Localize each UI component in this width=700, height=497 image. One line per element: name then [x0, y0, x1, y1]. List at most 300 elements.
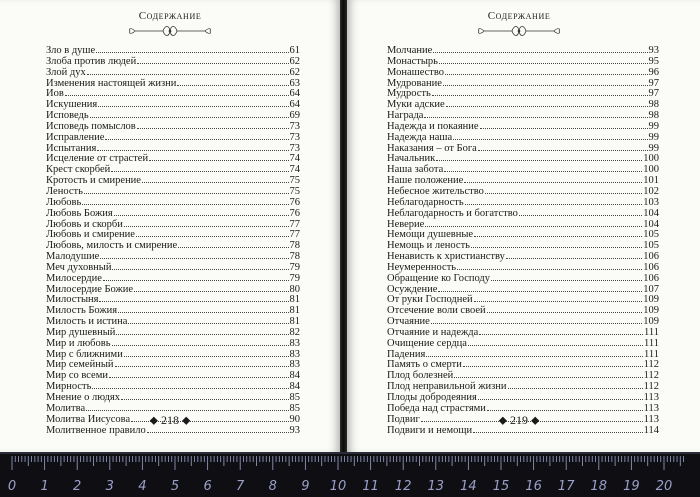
toc-entry-title: Милостыня: [46, 294, 99, 306]
toc-entry-page: 69: [289, 110, 300, 122]
toc-entry: [46, 164, 300, 175]
toc-entry-page: 85: [289, 402, 300, 414]
toc-entry-title: Малодушие: [46, 251, 100, 263]
toc-entry: [387, 262, 659, 273]
toc-entry: [387, 219, 659, 230]
dot-leader: [137, 56, 288, 64]
toc-entry-title: Надежда и покаяние: [387, 120, 479, 132]
toc-entry-title: Монашество: [387, 66, 444, 78]
dot-leader: [471, 240, 642, 248]
toc-entry-title: Немощи душевные: [387, 229, 474, 241]
dot-leader: [468, 338, 643, 346]
book-gutter: [340, 0, 347, 452]
toc-entry-page: 83: [289, 348, 300, 360]
toc-entry: [387, 78, 659, 89]
toc-entry: [387, 294, 659, 305]
toc-entry-title: Отсечение воли своей: [387, 305, 486, 317]
toc-entry: [46, 99, 300, 110]
toc-entry: [387, 121, 659, 132]
toc-entry-title: Исповедь помыслов: [46, 120, 136, 132]
ruler-label: 12: [394, 479, 412, 494]
toc-entry-page: 98: [648, 99, 659, 111]
toc-entry-page: 105: [643, 229, 659, 241]
ruler-label: 4: [138, 479, 147, 494]
toc-entry: [46, 121, 300, 132]
right-page: [347, 0, 700, 452]
toc-entry-page: 97: [648, 77, 659, 89]
dot-leader: [114, 208, 289, 216]
toc-entry-page: 64: [289, 99, 300, 111]
toc-entry: [46, 316, 300, 327]
toc-entry-title: Любовь Божия: [46, 207, 113, 219]
toc-entry: [46, 381, 300, 392]
toc-entry-title: Любовь: [46, 196, 82, 208]
toc-entry-title: Подвиги и немощи: [387, 424, 473, 436]
toc-entry: [46, 305, 300, 316]
toc-entry: [387, 164, 659, 175]
ruler-label: 18: [590, 479, 608, 494]
toc-entry-title: Мир со всеми: [46, 370, 108, 382]
toc-entry-page: 83: [289, 359, 300, 371]
toc-entry-title: Осуждение: [387, 283, 438, 295]
toc-entry-page: 74: [289, 164, 300, 176]
dot-leader: [136, 229, 289, 237]
toc-entry-page: 76: [289, 207, 300, 219]
toc-entry: [46, 110, 300, 121]
toc-entry-title: Испытания: [46, 142, 97, 154]
toc-entry: [46, 45, 300, 56]
toc-entry-page: 77: [289, 218, 300, 230]
dot-leader: [478, 143, 648, 151]
toc-entry-title: Мир семейный: [46, 359, 114, 371]
dot-leader: [96, 45, 288, 53]
dot-leader: [474, 229, 642, 237]
dot-leader: [116, 327, 288, 335]
toc-entry: [46, 67, 300, 78]
toc-entry-title: Исцеление от страстей: [46, 153, 149, 165]
toc-entry: [387, 381, 659, 392]
toc-entry-page: 75: [289, 175, 300, 187]
toc-entry-title: Изменения настоящей жизни: [46, 77, 177, 89]
toc-entry-page: 85: [289, 392, 300, 403]
toc-entry-page: 74: [289, 153, 300, 165]
toc-entry: [387, 132, 659, 143]
toc-entry-title: Обращение ко Господу: [387, 272, 491, 284]
dot-leader: [111, 164, 288, 172]
ruler-label: 20: [655, 479, 673, 494]
ruler-label: 5: [170, 479, 180, 494]
diamond-right-icon: ⬥: [531, 413, 540, 427]
toc-entry-page: 100: [643, 153, 659, 165]
ruler-label: 19: [623, 479, 640, 494]
toc-entry-title: Награда: [387, 110, 424, 122]
toc-entry: [46, 294, 300, 305]
toc-entry-title: Молитва: [46, 402, 86, 414]
toc-entry-title: Мир с ближними: [46, 348, 123, 360]
toc-entry-title: Кротость и смирение: [46, 175, 141, 187]
toc-entry-page: 64: [289, 88, 300, 100]
toc-entry-page: 73: [289, 142, 300, 154]
toc-entry-title: Мнение о людях: [46, 392, 120, 403]
toc-entry: [387, 370, 659, 381]
toc-entry: [387, 88, 659, 99]
toc-entry-title: Начальник: [387, 153, 436, 165]
toc-entry: [387, 273, 659, 284]
toc-entry: [46, 143, 300, 154]
toc-entry: [46, 132, 300, 143]
toc-entry-page: 112: [643, 381, 659, 393]
toc-entry-title: Отчаяние и надежда: [387, 326, 479, 338]
toc-entry-title: Память о смерти: [387, 359, 462, 371]
toc-entry-page: 99: [648, 120, 659, 132]
dot-leader: [98, 99, 288, 107]
dot-leader: [506, 251, 642, 259]
toc-entry-page: 109: [643, 305, 659, 317]
toc-entry: [387, 143, 659, 154]
ruler-label: 9: [301, 479, 310, 494]
toc-entry-page: 84: [289, 370, 300, 382]
dot-leader: [105, 132, 288, 140]
toc-entry-title: Наше положение: [387, 175, 464, 187]
toc-entry-title: Неблагодарность: [387, 196, 464, 208]
toc-entry: [387, 327, 659, 338]
dot-leader: [485, 186, 642, 194]
ruler-label: 0: [7, 479, 17, 494]
ruler-label: 14: [460, 479, 477, 494]
ruler-label: 3: [105, 479, 114, 494]
toc-entry: [46, 175, 300, 186]
dot-leader: [438, 284, 642, 292]
running-head: Содержание: [138, 10, 202, 22]
dot-leader: [453, 132, 647, 140]
toc-entry-title: Наказания – от Бога: [387, 142, 477, 154]
dot-leader: [439, 56, 648, 64]
toc-entry-page: 103: [643, 196, 659, 208]
toc-entry: [46, 197, 300, 208]
toc-entry-page: 77: [289, 229, 300, 241]
toc-entry-page: 82: [289, 326, 300, 338]
toc-entry-title: Надежда наша: [387, 131, 453, 143]
toc-entry: [387, 305, 659, 316]
page-number-value: 218: [161, 413, 179, 427]
toc-entry: [387, 67, 659, 78]
toc-entry-page: 98: [648, 110, 659, 122]
toc-entry-page: 106: [643, 261, 659, 273]
dot-leader: [487, 305, 643, 313]
toc-entry-title: Отчаяние: [387, 316, 430, 328]
toc-entry-title: Очищение сердца: [387, 337, 467, 349]
toc-entry-title: Исповедь: [46, 110, 89, 122]
toc-entry-title: Мирность: [46, 381, 92, 393]
toc-entry-page: 114: [643, 424, 659, 436]
dot-leader: [90, 110, 289, 118]
toc-entry-page: 99: [648, 142, 659, 154]
toc-entry: [46, 208, 300, 219]
toc-entry-page: 63: [289, 77, 300, 89]
dot-leader: [424, 110, 647, 118]
toc-entry: [387, 349, 659, 360]
toc-entry-page: 97: [648, 88, 659, 100]
toc-entry: [46, 284, 300, 295]
diamond-right-icon: ⬥: [182, 413, 191, 427]
dot-leader: [124, 219, 289, 227]
toc-entry-title: Неблагодарность и богатство: [387, 207, 518, 219]
toc-entry-page: 104: [643, 207, 659, 219]
toc-entry-page: 90: [289, 413, 300, 425]
dot-leader: [446, 99, 648, 107]
toc-entry-page: 93: [648, 45, 659, 56]
toc-entry-title: Монастырь: [387, 55, 438, 67]
ruler-label: 16: [525, 479, 542, 494]
dot-leader: [124, 349, 289, 357]
toc-entry: [387, 229, 659, 240]
ruler-scale: [0, 454, 700, 497]
dot-leader: [178, 240, 288, 248]
toc-entry-title: Ненависть к христианству: [387, 251, 505, 263]
ornament-icon: [474, 22, 564, 40]
toc-entry-title: Крест скорбей: [46, 164, 111, 176]
toc-entry-title: Иов: [46, 88, 64, 100]
toc-entry-title: Любовь, милость и смирение: [46, 240, 178, 252]
dot-leader: [134, 284, 288, 292]
toc-entry-page: 107: [643, 283, 659, 295]
toc-entry-title: Меч духовный: [46, 261, 112, 273]
dot-leader: [97, 143, 288, 151]
toc-entry: [387, 110, 659, 121]
toc-entry-title: Муки адские: [387, 99, 445, 111]
toc-entry-page: 61: [289, 45, 300, 56]
toc-entry-page: 106: [643, 251, 659, 263]
toc-entry-title: Победа над страстями: [387, 402, 486, 414]
toc-entry-title: Зло в душе: [46, 45, 96, 56]
page-number: [125, 413, 215, 428]
dot-leader: [92, 381, 288, 389]
toc-entry-page: 109: [643, 316, 659, 328]
toc-entry-title: Злой дух: [46, 66, 86, 78]
dot-leader: [463, 359, 643, 367]
toc-entry-title: Неверие: [387, 218, 425, 230]
dot-leader: [443, 78, 648, 86]
toc-entry-page: 113: [643, 392, 659, 403]
toc-entry: [46, 240, 300, 251]
dot-leader: [103, 273, 289, 281]
ruler-label: 6: [203, 479, 212, 494]
dot-leader: [112, 338, 289, 346]
toc-entry: [46, 88, 300, 99]
dot-leader: [128, 316, 288, 324]
dot-leader: [177, 78, 288, 86]
dot-leader: [65, 88, 289, 96]
toc-entry-title: Милосердие: [46, 272, 102, 284]
ruler-label: 13: [427, 479, 445, 494]
toc-entry-page: 109: [643, 294, 659, 306]
toc-entry-page: 79: [289, 272, 300, 284]
toc-entry: [46, 229, 300, 240]
ruler-label: 17: [557, 479, 575, 494]
toc-entry-page: 62: [289, 66, 300, 78]
toc-entry-page: 111: [644, 348, 659, 360]
dot-leader: [454, 370, 642, 378]
toc-entry: [46, 251, 300, 262]
dot-leader: [137, 121, 289, 129]
dot-leader: [100, 251, 288, 259]
table-of-contents: [387, 45, 659, 435]
toc-entry: [46, 153, 300, 164]
toc-entry-page: 81: [289, 294, 300, 306]
dot-leader: [480, 121, 648, 129]
toc-entry-page: 81: [289, 305, 300, 317]
toc-entry-page: 78: [289, 240, 300, 252]
ruler-label: 10: [329, 479, 347, 494]
dot-leader: [99, 294, 288, 302]
dot-leader: [149, 153, 288, 161]
dot-leader: [112, 262, 288, 270]
left-page: [0, 0, 340, 452]
dot-leader: [426, 349, 643, 357]
dot-leader: [433, 45, 647, 53]
dot-leader: [464, 175, 642, 183]
toc-entry-title: Мудрование: [387, 77, 442, 89]
toc-entry-title: Исправление: [46, 131, 105, 143]
toc-entry: [46, 262, 300, 273]
toc-entry: [46, 338, 300, 349]
toc-entry-page: 75: [289, 185, 300, 197]
toc-entry-title: Мир и любовь: [46, 337, 111, 349]
toc-entry-title: Немощь и леность: [387, 240, 470, 252]
toc-entry-title: Милость и истина: [46, 316, 128, 328]
ruler-label: 1: [40, 479, 49, 494]
toc-entry-title: Искушения: [46, 99, 98, 111]
diamond-left-icon: ⬥: [149, 413, 158, 427]
dot-leader: [432, 88, 648, 96]
toc-entry-page: 81: [289, 316, 300, 328]
ruler-label: 11: [362, 479, 379, 494]
toc-entry-title: От руки Господней: [387, 294, 473, 306]
ruler-label: 8: [268, 479, 277, 494]
dot-leader: [115, 359, 289, 367]
toc-entry: [46, 392, 300, 403]
toc-entry-title: Молитвенное правило: [46, 424, 146, 436]
ruler-label: 2: [73, 479, 82, 494]
toc-entry-title: Падения: [387, 348, 426, 360]
toc-entry: [46, 370, 300, 381]
toc-entry-page: 80: [289, 283, 300, 295]
toc-entry-page: 105: [643, 240, 659, 252]
dot-leader: [109, 370, 289, 378]
toc-entry-page: 112: [643, 359, 659, 371]
toc-entry-title: Молитва Иисусова: [46, 413, 131, 425]
toc-entry-title: Плоды добродеяния: [387, 392, 477, 403]
toc-entry: [387, 45, 659, 56]
dot-leader: [86, 403, 288, 411]
toc-entry-title: Плод болезней: [387, 370, 454, 382]
toc-entry: [46, 78, 300, 89]
toc-entry: [46, 219, 300, 230]
page-number-value: 219: [510, 413, 528, 427]
dot-leader: [118, 305, 288, 313]
dot-leader: [431, 316, 642, 324]
toc-entry-page: 73: [289, 120, 300, 132]
toc-entry-page: 99: [648, 131, 659, 143]
toc-entry: [387, 186, 659, 197]
dot-leader: [425, 219, 642, 227]
toc-entry-page: 113: [643, 413, 659, 425]
toc-entry-title: Подвиг: [387, 413, 420, 425]
toc-entry: [387, 197, 659, 208]
toc-entry: [46, 186, 300, 197]
toc-entry-page: 112: [643, 370, 659, 382]
dot-leader: [445, 67, 648, 75]
toc-entry-title: Злоба против людей: [46, 55, 137, 67]
measuring-ruler: [0, 452, 700, 497]
toc-entry-title: Плод неправильной жизни: [387, 381, 507, 393]
toc-entry-page: 113: [643, 402, 659, 414]
dot-leader: [478, 392, 643, 400]
diamond-left-icon: ⬥: [498, 413, 507, 427]
dot-leader: [87, 67, 289, 75]
toc-entry: [46, 327, 300, 338]
toc-entry: [46, 359, 300, 370]
toc-entry-page: 104: [643, 218, 659, 230]
toc-entry: [46, 56, 300, 67]
toc-entry-page: 101: [643, 175, 659, 187]
ruler-label: 7: [236, 479, 245, 494]
dot-leader: [479, 327, 643, 335]
toc-entry: [387, 56, 659, 67]
toc-entry: [387, 99, 659, 110]
ornament-icon: [125, 22, 215, 40]
toc-entry: [46, 349, 300, 360]
ruler-label: 15: [492, 479, 510, 494]
dot-leader: [84, 186, 289, 194]
toc-entry-title: Мудрость: [387, 88, 431, 100]
toc-entry-page: 111: [644, 337, 659, 349]
toc-entry: [387, 359, 659, 370]
toc-entry: [387, 338, 659, 349]
toc-entry-title: Леность: [46, 185, 83, 197]
dot-leader: [465, 197, 643, 205]
toc-entry: [387, 208, 659, 219]
dot-leader: [491, 273, 642, 281]
dot-leader: [487, 403, 643, 411]
toc-entry: [387, 316, 659, 327]
toc-entry-page: 76: [289, 196, 300, 208]
toc-entry-page: 100: [643, 164, 659, 176]
toc-entry-title: Неумеренность: [387, 261, 457, 273]
dot-leader: [474, 294, 643, 302]
toc-entry-page: 62: [289, 55, 300, 67]
toc-entry-title: Мир душевный: [46, 326, 116, 338]
dot-leader: [519, 208, 642, 216]
dot-leader: [82, 197, 288, 205]
toc-entry-page: 83: [289, 337, 300, 349]
running-head: Содержание: [487, 10, 551, 22]
toc-entry-page: 84: [289, 381, 300, 393]
toc-entry-title: Милосердие Божие: [46, 283, 134, 295]
toc-entry: [387, 251, 659, 262]
dot-leader: [444, 164, 642, 172]
toc-entry: [387, 175, 659, 186]
toc-entry-page: 102: [643, 185, 659, 197]
toc-entry: [387, 392, 659, 403]
toc-entry-title: Любовь и смирение: [46, 229, 135, 241]
toc-entry-page: 96: [648, 66, 659, 78]
dot-leader: [457, 262, 642, 270]
toc-entry-page: 111: [644, 326, 659, 338]
toc-entry-page: 79: [289, 261, 300, 273]
dot-leader: [436, 153, 642, 161]
page-number: [474, 413, 564, 428]
